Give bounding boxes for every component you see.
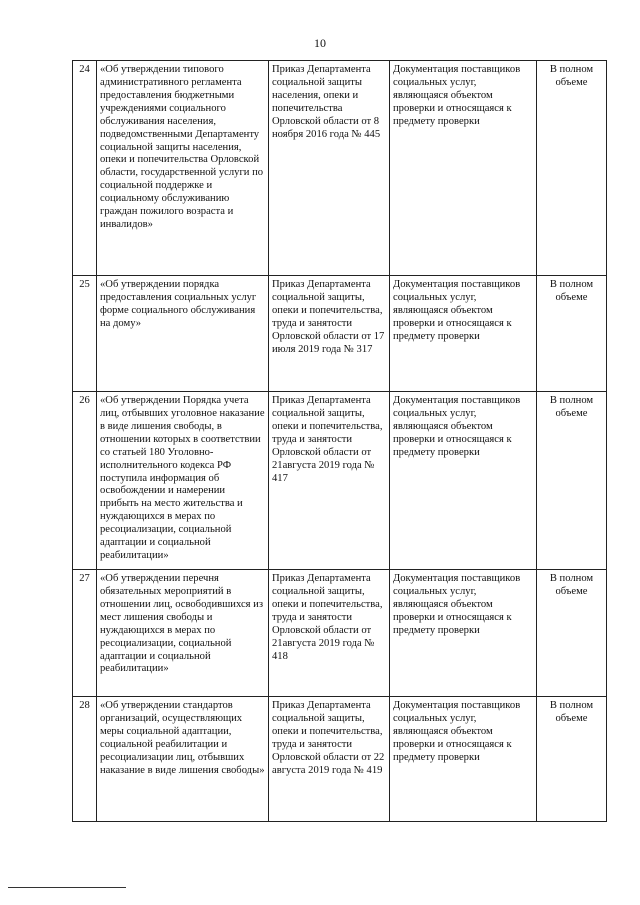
row-number: 25	[73, 276, 97, 392]
act-reference-cell: Приказ Департамента социальной защиты населения, опеки и попечительства Орловской области от 8 ноября 2016 года № 445	[269, 61, 390, 276]
act-reference-cell: Приказ Департамента социальной защиты, опеки и попечительства, труда и занятости Орловской области от 17 июля 2019 года № 317	[269, 276, 390, 392]
legal-acts-table	[72, 60, 607, 822]
scope-cell: В полном объеме	[537, 276, 607, 392]
table-row	[73, 276, 607, 392]
documentation-cell: Документация поставщиков социальных услуг, являющаяся объектом проверки и относящаяся к предмету проверки	[390, 570, 537, 697]
scope-cell: В полном объеме	[537, 61, 607, 276]
page-number: 10	[314, 36, 326, 50]
table-row	[73, 392, 607, 570]
documentation-cell: Документация поставщиков социальных услуг, являющаяся объектом проверки и относящаяся к предмету проверки	[390, 61, 537, 276]
table-row	[73, 697, 607, 822]
table-row	[73, 570, 607, 697]
row-number: 26	[73, 392, 97, 570]
row-number: 28	[73, 697, 97, 822]
documentation-cell: Документация поставщиков социальных услуг, являющаяся объектом проверки и относящаяся к предмету проверки	[390, 392, 537, 570]
footer-rule	[8, 887, 126, 888]
act-title-cell: «Об утверждении типового административного регламента предоставления бюджетными учреждениями социального обслуживания населения, подведомственными Департаменту социальной защиты населения, опеки и попечительства Орловской области, государственной услуги по социальной поддержке и социальному обслуживанию граждан пожилого возраста и инвалидов»	[97, 61, 269, 276]
act-reference-cell: Приказ Департамента социальной защиты, опеки и попечительства, труда и занятости Орловской области от 21августа 2019 года № 418	[269, 570, 390, 697]
documentation-cell: Документация поставщиков социальных услуг, являющаяся объектом проверки и относящаяся к предмету проверки	[390, 276, 537, 392]
table-row	[73, 61, 607, 276]
act-reference-cell: Приказ Департамента социальной защиты, опеки и попечительства, труда и занятости Орловской области от 21августа 2019 года № 417	[269, 392, 390, 570]
scope-cell: В полном объеме	[537, 392, 607, 570]
act-title-cell: «Об утверждении порядка предоставления социальных услуг форме социального обслуживания на дому»	[97, 276, 269, 392]
act-title-cell: «Об утверждении перечня обязательных мероприятий в отношении лиц, освободившихся из мест лишения свободы и нуждающихся в мерах по ресоциализации, социальной адаптации и социальной реабилитации»	[97, 570, 269, 697]
scope-cell: В полном объеме	[537, 697, 607, 822]
act-reference-cell: Приказ Департамента социальной защиты, опеки и попечительства, труда и занятости Орловской области от 22 августа 2019 года № 419	[269, 697, 390, 822]
documentation-cell: Документация поставщиков социальных услуг, являющаяся объектом проверки и относящаяся к предмету проверки	[390, 697, 537, 822]
act-title-cell: «Об утверждении Порядка учета лиц, отбывших уголовное наказание в виде лишения свободы, в отношении которых в соответствии со статьей 180 Уголовно-исполнительного кодекса РФ поступила информация об освобождении и намерении прибыть на место жительства и нуждающихся в мерах по ресоциализации, социальной адаптации и социальной реабилитации»	[97, 392, 269, 570]
act-title-cell: «Об утверждении стандартов организаций, осуществляющих меры социальной адаптации, социальной реабилитации и ресоциализации лиц, отбывших наказание в виде лишения свободы»	[97, 697, 269, 822]
scope-cell: В полном объеме	[537, 570, 607, 697]
row-number: 27	[73, 570, 97, 697]
row-number: 24	[73, 61, 97, 276]
